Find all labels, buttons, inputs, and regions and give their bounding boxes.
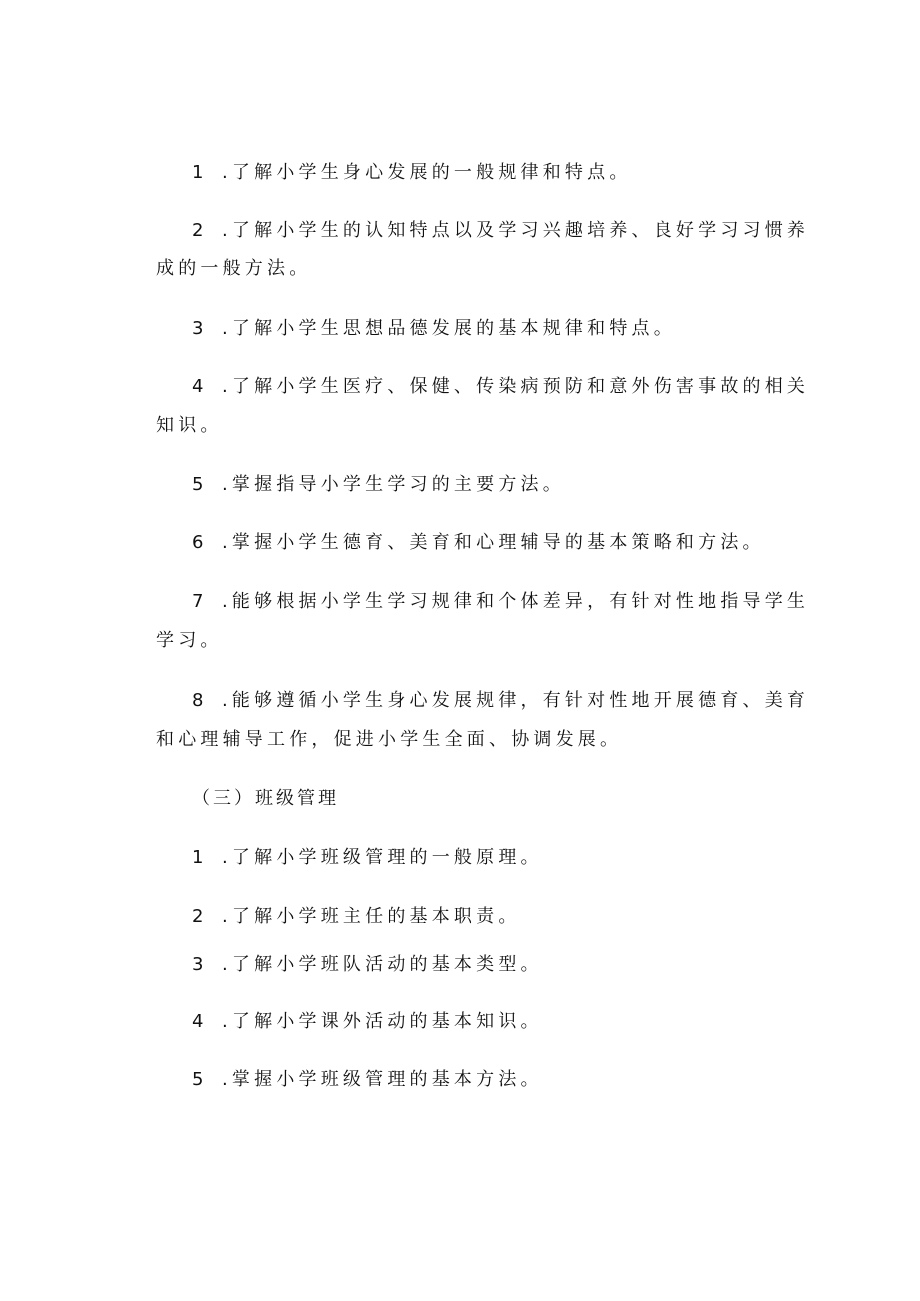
item-text: .了解小学生的认知特点以及学习兴趣培养、良好学习习惯养	[222, 220, 810, 241]
item-text: .了解小学生医疗、保健、传染病预防和意外伤害事故的相关	[222, 376, 810, 397]
item-text: .能够遵循小学生身心发展规律，有针对性地开展德育、美育	[222, 690, 810, 711]
list-item-a6	[192, 531, 765, 555]
item-text: .了解小学班主任的基本职责。	[222, 906, 521, 927]
item-number: 7	[192, 591, 208, 612]
section-heading	[192, 787, 339, 811]
item-text: .能够根据小学生学习规律和个体差异，有针对性地指导学生	[222, 591, 810, 612]
list-item-a8-continuation	[156, 728, 622, 752]
item-number: 6	[192, 532, 208, 553]
list-item-b5	[192, 1068, 543, 1092]
list-item-a8	[192, 689, 809, 713]
list-item-a2-continuation	[156, 257, 311, 281]
item-number: 2	[192, 906, 208, 927]
item-text-continued: 知识。	[156, 415, 223, 436]
list-item-b1	[192, 846, 543, 870]
item-text: .了解小学生思想品德发展的基本规律和特点。	[222, 318, 676, 339]
list-item-a5	[192, 473, 565, 497]
item-text: .掌握指导小学生学习的主要方法。	[222, 474, 565, 495]
item-text-continued: 和心理辅导工作，促进小学生全面、协调发展。	[156, 729, 623, 750]
item-text: .了解小学课外活动的基本知识。	[222, 1011, 543, 1032]
list-item-a4-continuation	[156, 414, 223, 438]
list-item-a4	[192, 375, 809, 399]
item-text: .掌握小学生德育、美育和心理辅导的基本策略和方法。	[222, 532, 765, 553]
item-number: 3	[192, 954, 208, 975]
item-number: 5	[192, 1069, 208, 1090]
list-item-a1	[192, 161, 632, 185]
item-number: 2	[192, 220, 208, 241]
list-item-a3	[192, 317, 676, 341]
list-item-b2	[192, 905, 521, 929]
item-number: 3	[192, 318, 208, 339]
item-number: 1	[192, 162, 208, 183]
item-number: 4	[192, 1011, 208, 1032]
list-item-b3	[192, 953, 543, 977]
item-number: 1	[192, 847, 208, 868]
section-heading-text: （三）班级管理	[192, 788, 339, 809]
item-text-continued: 学习。	[156, 630, 223, 651]
item-text: .了解小学生身心发展的一般规律和特点。	[222, 162, 632, 183]
list-item-a7	[192, 590, 809, 614]
item-number: 8	[192, 690, 208, 711]
list-item-b4	[192, 1010, 543, 1034]
item-number: 4	[192, 376, 208, 397]
item-text: .了解小学班队活动的基本类型。	[222, 954, 543, 975]
item-number: 5	[192, 474, 208, 495]
item-text-continued: 成的一般方法。	[156, 258, 312, 279]
list-item-a7-continuation	[156, 629, 223, 653]
list-item-a2	[192, 219, 809, 243]
item-text: .掌握小学班级管理的基本方法。	[222, 1069, 543, 1090]
item-text: .了解小学班级管理的一般原理。	[222, 847, 543, 868]
